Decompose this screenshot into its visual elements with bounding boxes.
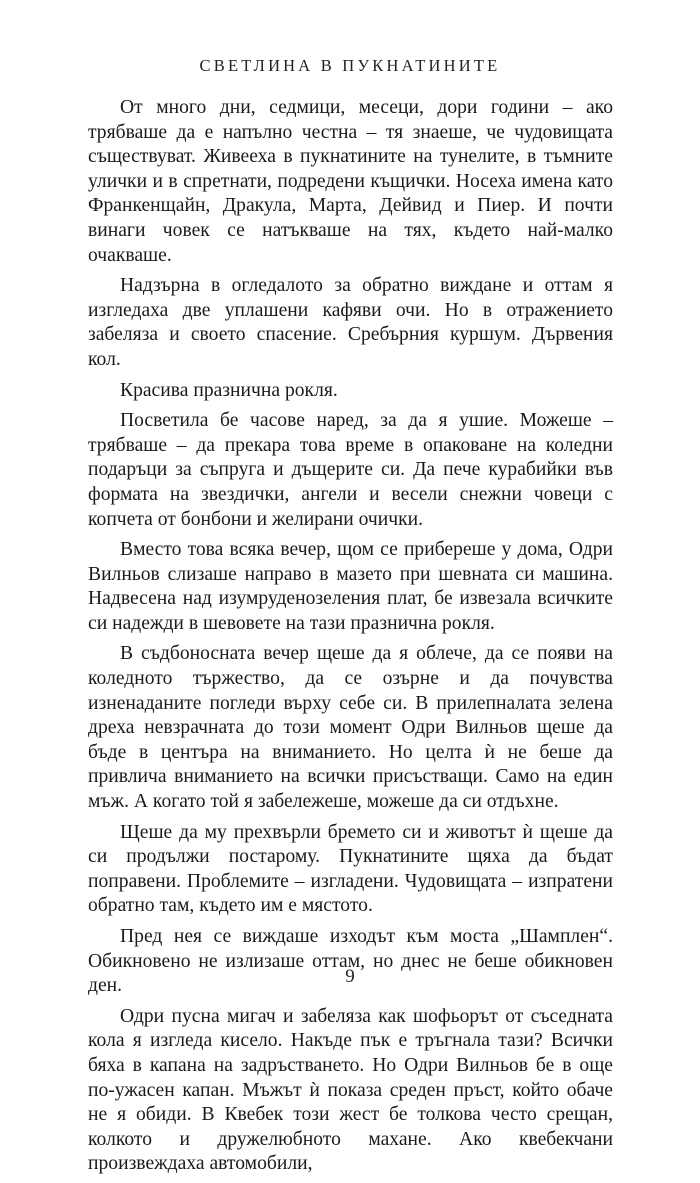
body-text xyxy=(88,96,613,1183)
paragraph: Щеше да му прехвърли бремето си и животът ѝ щеше да си продължи постарому. Пукнатините щяха да бъдат поправени. Проблемите – изгладени. Чудовищата – изпратени обратно там, където им е мястото. xyxy=(88,821,613,917)
paragraph: Одри пусна мигач и забеляза как шофьорът от съседната кола я изгледа кисело. Накъде пък е тръгнала тази? Всички бяха в капана на задръстването. Но Одри Вилньов бе в още по-ужасен капан. Мъжът ѝ показа среден пръст, който обаче не я обиди. В Квебек този жест бе толкова често срещан, колкото и дружелюбното махане. Ако квебекчани произвеждаха автомобили, xyxy=(88,1005,613,1175)
paragraph: Пред нея се виждаше изходът към моста „Шамплен“. Обикновено не излизаше оттам, но днес не беше обикновен ден. xyxy=(88,926,613,997)
running-head: СВЕТЛИНА В ПУКНАТИНИТЕ xyxy=(199,56,501,75)
paragraph: Надзърна в огледалото за обратно виждане и оттам я изгледаха две уплашени кафяви очи. Но в отражението забеляза и своето спасение. Сребърния куршум. Дървения кол. xyxy=(88,275,613,370)
paragraph: Вместо това всяка вечер, щом се прибереше у дома, Одри Вилньов слизаше направо в мазето при шевната си машина. Надвесена над изумруденозеления плат, бе извезала всичките си надежди в шевовете на тази празнична рокля. xyxy=(88,539,613,634)
paragraph: От много дни, седмици, месеци, дори години – ако трябваше да е напълно честна – тя знаеше, че чудовищата съществуват. Живееха в пукнатините на тунелите, в тъмните улички и в спретнати, подредени къщички. Носеха имена като Франкенщайн, Дракула, Марта, Дейвид и Пиер. И почти винаги човек се натъкваше на тях, където най-малко очакваше. xyxy=(88,97,613,266)
page-number: 9 xyxy=(345,966,355,987)
paragraph: В съдбоносната вечер щеше да я облече, да се появи на коледното тържество, да се озърне и да почувства изненаданите погледи върху себе си. В прилепналата зелена дреха невзрачната до този момент Одри Вилньов щеше да бъде в центъра на вниманието. Но целта ѝ не беше да привлича вниманието на всички присъстващи. Само на един мъж. А когато той я забележеше, можеше да си отдъхне. xyxy=(88,643,613,813)
paragraph: Посветила бе часове наред, за да я ушие. Можеше – трябваше – да прекара това време в опаковане на коледни подаръци за съпруга и дъщерите си. Да пече курабийки във формата на звездички, ангели и весели снежни човеци с копчета от бонбони и желирани очички. xyxy=(88,410,613,530)
paragraph: Красива празнична рокля. xyxy=(120,379,338,401)
